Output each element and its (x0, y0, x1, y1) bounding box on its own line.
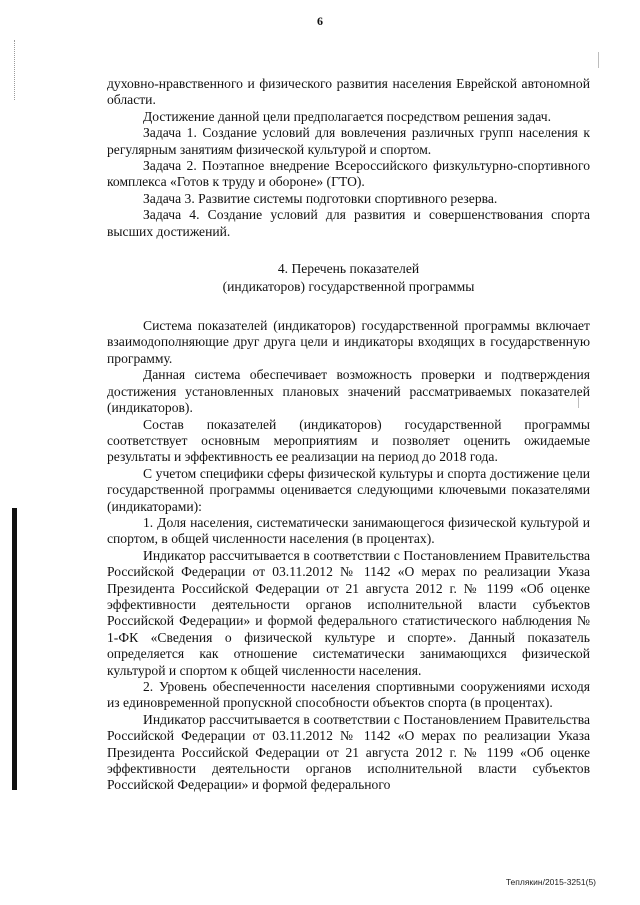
paragraph: Задача 3. Развитие системы подготовки спортивного резерва. (143, 190, 498, 206)
paragraph: Задача 4. Создание условий для развития и совершенствования спорта высших достижений. (107, 207, 590, 239)
paragraph: Индикатор рассчитывается в соответствии с Постановлением Правительства Российской Федерации от 03.11.2012 № 1142 «О мерах по реализации Указа Президента Российской Федерации от 21 августа 2012 г. № 1199 «Об оценке эффективности деятельности органов исполнительной власти субъектов Российской Федерации» и формой федерального статистического наблюдения № 1-ФК «Сведения о физической культуре и спорте». Данный показатель определяется как отношение систематически занимающихся физической культурой и спортом к общей численности населения. (107, 547, 590, 678)
section-heading (107, 260, 590, 296)
paragraph: Данная система обеспечивает возможность проверки и подтверждения достижения установленных плановых значений рассматриваемых показателей (индикаторов). (107, 367, 590, 416)
section-heading-line: (индикаторов) государственной программы (222, 279, 475, 295)
paragraph: С учетом специфики сферы физической культуры и спорта достижение цели государственной программы оценивается следующими ключевыми показателями (индикаторами): (107, 465, 590, 514)
scan-margin-dots (14, 40, 16, 100)
paragraph: духовно-нравственного и физического развития населения Еврейской автономной области. (107, 76, 590, 108)
scan-mark (598, 52, 599, 68)
paragraph: Индикатор рассчитывается в соответствии с Постановлением Правительства Российской Федерации от 03.11.2012 № 1142 «О мерах по реализации Указа Президента Российской Федерации от 21 августа 2012 г. № 1199 «Об оценке эффективности деятельности органов исполнительной власти субъектов Российской Федерации» и формой федерального (107, 711, 590, 793)
document-code: Теплякин/2015-3251(5) (505, 877, 596, 887)
section-heading-line: 4. Перечень показателей (277, 261, 420, 277)
document-body (107, 76, 590, 794)
paragraph: Достижение данной цели предполагается посредством решения задач. (143, 108, 552, 124)
paragraph: Состав показателей (индикаторов) государственной программы соответствует основным мероприятиям и позволяет оценить ожидаемые результаты и эффективность ее реализации на период до 2018 года. (107, 416, 590, 465)
indicator-item: 2. Уровень обеспеченности населения спортивными сооружениями исходя из единовременной пропускной способности объектов спорта (в процентах). (107, 679, 590, 711)
scan-margin-bar (12, 508, 17, 790)
paragraph: Задача 1. Создание условий для вовлечения различных групп населения к регулярным занятиям физической культурой и спортом. (107, 125, 590, 157)
paragraph: Система показателей (индикаторов) государственной программы включает взаимодополняющие друг друга цели и индикаторы входящих в государственную программу. (107, 318, 590, 366)
page-number: 6 (317, 14, 323, 28)
indicator-item: 1. Доля населения, систематически занимающегося физической культурой и спортом, в общей численности населения (в процентах). (107, 514, 590, 547)
paragraph: Задача 2. Поэтапное внедрение Всероссийского физкультурно-спортивного комплекса «Готов к труду и обороне» (ГТО). (107, 158, 590, 190)
